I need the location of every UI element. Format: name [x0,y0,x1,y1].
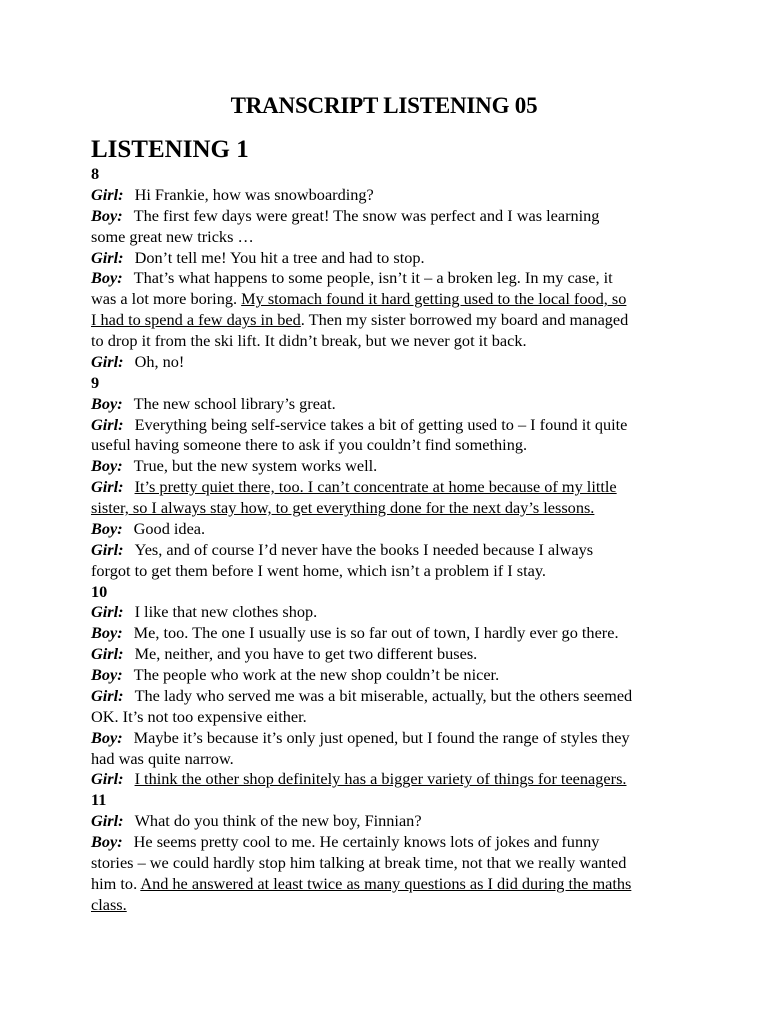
line-text: The new school library’s great. [133,393,336,413]
answer-text: My stomach found it hard getting used to the local food, so [241,289,627,309]
line-text: Maybe it’s because it’s only just opened, but I found the range of styles they [133,727,630,747]
transcript-line [91,895,691,916]
line-text: forgot to get them before I went home, which isn’t a problem if I stay. [91,560,547,580]
transcript-line [91,352,691,373]
speaker-label: Girl: [91,414,124,434]
transcript-line [91,185,691,206]
transcript-line [91,853,691,874]
line-text: . Then my sister borrowed my board and managed [300,310,629,330]
speaker-label: Boy: [91,518,123,538]
transcript-line [91,665,691,686]
transcript-line [91,248,691,269]
line-text: stories – we could hardly stop him talking at break time, not that we really wanted [91,852,627,872]
transcript-line [91,289,691,310]
speaker-label: Boy: [91,832,123,851]
answer-text: class. [91,894,127,914]
speaker-label: Girl: [91,602,124,622]
line-text: had was quite narrow. [91,748,234,768]
line-text: useful having someone there to ask if you couldn’t find something. [91,435,528,455]
transcript-line [91,644,691,665]
line-text: was a lot more boring. [91,289,242,309]
line-text: Oh, no! [134,351,185,371]
transcript-line [91,435,691,456]
question-number: 10 [91,581,108,601]
line-text: him to. [91,873,141,893]
transcript-line [91,498,691,519]
line-text: Hi Frankie, how was snowboarding? [134,184,374,204]
speaker-label: Girl: [91,685,124,705]
speaker-label: Boy: [91,665,123,684]
speaker-label: Boy: [91,727,123,747]
document-title: TRANSCRIPT LISTENING 05 [230,93,538,118]
line-text: Everything being self-service takes a bit of getting used to – I found it quite [134,414,628,434]
line-text: He seems pretty cool to me. He certainly knows lots of jokes and funny [133,832,600,851]
line-text: to drop it from the ski lift. It didn’t break, but we never got it back. [91,331,527,350]
speaker-label: Girl: [91,477,124,497]
speaker-label: Girl: [91,184,124,204]
line-text: I like that new clothes shop. [134,602,318,622]
question-number: 9 [91,372,100,392]
transcript-line [91,540,691,561]
speaker-label: Boy: [91,268,123,288]
transcript-line [91,623,691,644]
answer-text: I think the other shop definitely has a bigger variety of things for teenagers. [134,769,627,789]
answer-text: I had to spend a few days in bed [91,310,301,330]
answer-text: It’s pretty quiet there, too. I can’t concentrate at home because of my little [134,477,617,497]
line-text: That’s what happens to some people, isn’t it – a broken leg. In my case, it [133,268,613,288]
speaker-label: Boy: [91,393,123,413]
transcript-line [91,811,691,832]
transcript-line [91,832,691,853]
line-text: Good idea. [133,518,206,538]
line-text: Yes, and of course I’d never have the books I needed because I always [134,539,594,559]
transcript-line [91,331,691,352]
question-number: 8 [91,164,100,183]
transcript-line [91,561,691,582]
speaker-label: Girl: [91,247,124,267]
speaker-label: Boy: [91,205,123,225]
answer-text: sister, so I always stay how, to get everything done for the next day’s lessons. [91,498,595,517]
transcript-line [91,394,691,415]
transcript-line [91,268,691,289]
transcript-line [91,227,691,248]
transcript-line [91,707,691,728]
speaker-label: Girl: [91,644,124,664]
line-text: some great new tricks … [91,226,254,246]
transcript-line [91,728,691,749]
answer-text: And he answered at least twice as many questions as I did during the maths [140,873,632,893]
speaker-label: Boy: [91,623,123,643]
speaker-label: Girl: [91,811,124,831]
section-heading: LISTENING 1 [91,136,249,163]
transcript-line [91,310,691,331]
speaker-label: Boy: [91,456,123,476]
line-text: True, but the new system works well. [133,456,378,476]
speaker-label: Girl: [91,769,124,789]
transcript-body [91,164,691,916]
line-text: Me, too. The one I usually use is so far out of town, I hardly ever go there. [133,623,619,643]
line-text: What do you think of the new boy, Finnian? [134,811,422,831]
transcript-line [91,602,691,623]
transcript-line [91,769,691,790]
transcript-line [91,415,691,436]
line-text: Me, neither, and you have to get two different buses. [134,644,478,664]
line-text: OK. It’s not too expensive either. [91,706,307,726]
speaker-label: Girl: [91,351,124,371]
speaker-label: Girl: [91,539,124,559]
line-text: The people who work at the new shop couldn’t be nicer. [133,665,500,684]
question-number: 11 [91,790,107,810]
line-text: Don’t tell me! You hit a tree and had to stop. [134,247,425,267]
transcript-line [91,749,691,770]
transcript-line [91,456,691,477]
transcript-line [91,686,691,707]
transcript-line [91,874,691,895]
transcript-line [91,519,691,540]
transcript-line [91,206,691,227]
transcript-line [91,477,691,498]
line-text: The lady who served me was a bit miserable, actually, but the others seemed [134,685,633,705]
line-text: The first few days were great! The snow was perfect and I was learning [133,205,600,225]
